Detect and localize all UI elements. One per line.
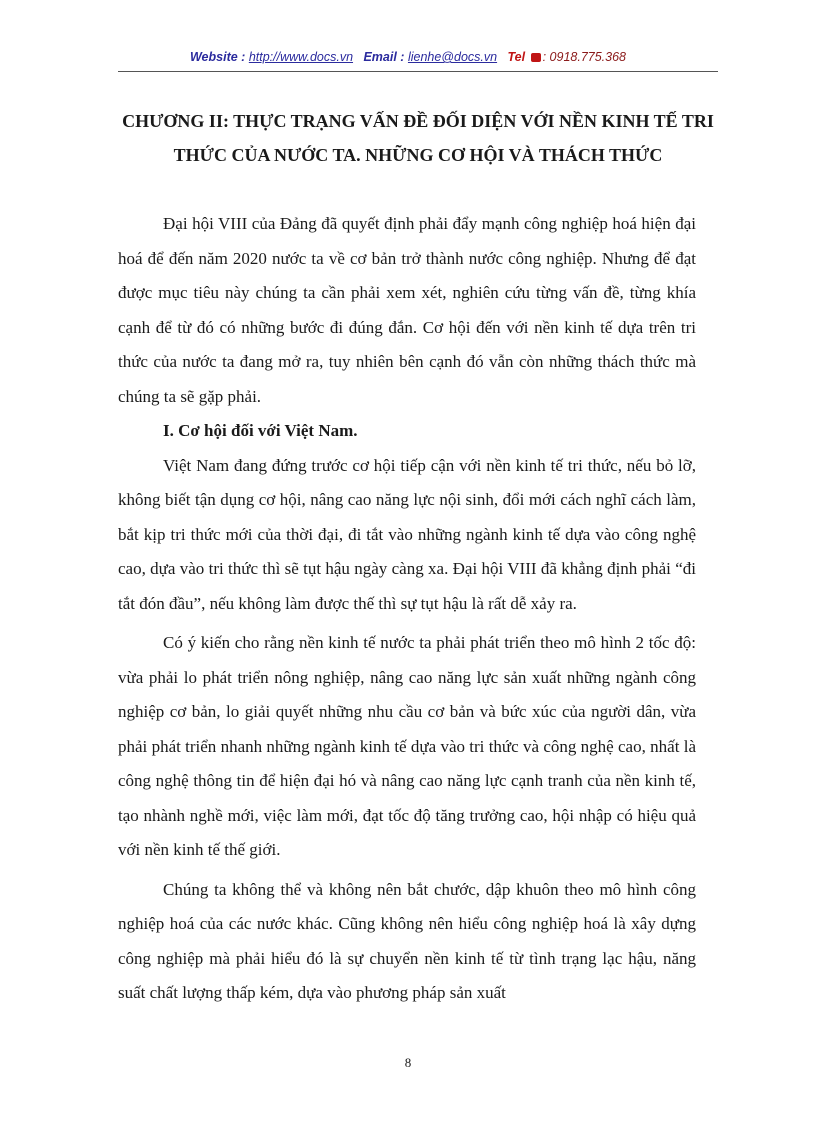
paragraph-intro: Đại hội VIII của Đảng đã quyết định phải đẩy mạnh công nghiệp hoá hiện đại hoá để đến năm 2020 nước ta về cơ bản trở thành nước công nghiệp. Nhưng để đạt được mục tiêu này chúng ta cần phải xem xét, nghiên cứu từng vấn đề, từng khía cạnh để từ đó có những bước đi đúng đắn. Cơ hội đến với nền kinh tế dựa trên tri thức của nước ta đang mở ra, tuy nhiên bên cạnh đó vẫn còn những thách thức mà chúng ta sẽ gặp phải. bbox=[118, 214, 696, 406]
paragraph: Chúng ta không thể và không nên bắt chước, dập khuôn theo mô hình công nghiệp hoá của các nước khác. Cũng không nên hiểu công nghiệp hoá là xây dựng công nghiệp mà phải hiểu đó là sự chuyển nền kinh tế từ tình trạng lạc hậu, năng suất chất lượng thấp kém, dựa vào phương pháp sản xuất bbox=[118, 879, 696, 1002]
document-body bbox=[118, 207, 696, 1011]
email-link[interactable]: lienhe@docs.vn bbox=[407, 50, 498, 64]
page-header bbox=[0, 50, 816, 64]
tel-label: Tel bbox=[507, 50, 526, 64]
website-label: Website : bbox=[189, 50, 246, 64]
page-number: 8 bbox=[404, 1055, 412, 1070]
header-rule bbox=[118, 71, 718, 72]
section-heading: I. Cơ hội đối với Việt Nam. bbox=[163, 421, 358, 440]
chapter-title: CHƯƠNG II: THỰC TRẠNG VẤN ĐỀ ĐỐI DIỆN VỚI NỀN KINH TẾ TRI THỨC CỦA NƯỚC TA. NHỮNG CƠ HỘI VÀ THÁCH THỨC bbox=[122, 111, 714, 165]
phone-icon bbox=[531, 53, 541, 62]
paragraph: Có ý kiến cho rằng nền kinh tế nước ta phải phát triển theo mô hình 2 tốc độ: vừa phải lo phát triển nông nghiệp, nâng cao năng lực sản xuất những ngành công nghiệp cơ bản, lo giải quyết những nhu cầu cơ bản và bức xúc của người dân, vừa phải phát triển nhanh những ngành kinh tế dựa vào tri thức và công nghệ cao, nhất là công nghệ thông tin để hiện đại hó và nâng cao năng lực cạnh tranh của nền kinh tế, tạo nhành nghề mới, việc làm mới, đạt tốc độ tăng trưởng cao, hội nhập có hiệu quả với nền kinh tế thế giới. bbox=[118, 633, 696, 859]
phone-number: : 0918.775.368 bbox=[542, 50, 627, 64]
paragraph: Việt Nam đang đứng trước cơ hội tiếp cận với nền kinh tế tri thức, nếu bỏ lỡ, không biết tận dụng cơ hội, nâng cao năng lực nội sinh, đổi mới cách nghĩ cách làm, bắt kịp tri thức mới của thời đại, đi tắt vào những ngành kinh tế dựa vào công nghệ cao, dựa vào tri thức thì sẽ tụt hậu ngày càng xa. Đại hội VIII đã khẳng định phải “đi tắt đón đầu”, nếu không làm được thế thì sự tụt hậu là rất dễ xảy ra. bbox=[118, 455, 696, 613]
email-label: Email : bbox=[363, 50, 405, 64]
website-link[interactable]: http://www.docs.vn bbox=[248, 50, 354, 64]
